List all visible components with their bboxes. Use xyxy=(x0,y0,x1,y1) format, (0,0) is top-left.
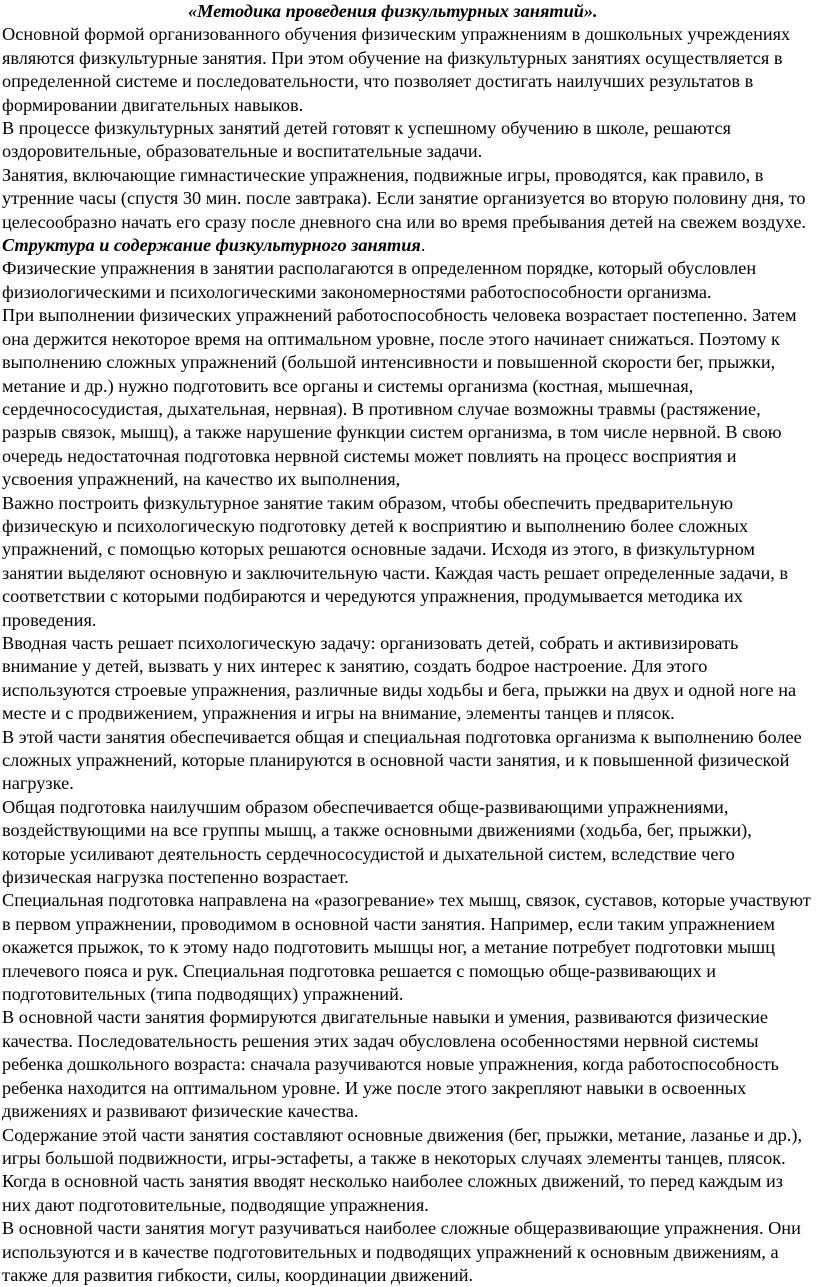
paragraph: Вводная часть решает психологическую задачу: организовать детей, собрать и активизировать внимание у детей, вызвать у них интерес к занятию, создать бодрое настроение. Для этого используются строевые упражнения, различные виды ходьбы и бега, прыжки на двух и одной ноге на месте и с продвижением, упражнения и игры на внимание, элементы танцев и плясок. xyxy=(2,632,797,724)
paragraph: Содержание этой части занятия составляют основные движения (бег, прыжки, метание, лазанье и др.), игры большой подвижности, игры-эстафеты, а также в некоторых случаях элементы танцев, плясок. Когда в основной часть занятия вводят несколько наиболее сложных движений, то перед каждым из них дают подготовительные, подводящие упражнения. xyxy=(2,1124,803,1215)
paragraph: В основной части занятия формируются двигательные навыки и умения, развиваются физические качества. Последовательность решения этих задач обусловлена особенностями нервной системы ребенка дошкольного возраста: сначала разучиваются новые упражнения, когда работоспособность ребенка находится на оптимальном уровне. И уже после этого закрепляют навыки в освоенных движениях и развивают физические качества. xyxy=(2,1007,779,1122)
paragraph: Специальная подготовка направлена на «разогревание» тех мышц, связок, суставов, которые участвуют в первом упражнении, проводимом в основной части занятия. Например, если таким упражнением окажется прыжок, то к этому надо подготовить мышцы ног, а метание потребует подготовки мышц плечевого пояса и рук. Специальная подготовка решается с помощью обще-развивающих и подготовительных (типа подводящих) упражнений. xyxy=(2,890,811,1005)
paragraph: В этой части занятия обеспечивается общая и специальная подготовка организма к выполнению более сложных упражнений, которые планируются в основной части занятия, и к повышенной физической нагрузке. xyxy=(2,726,802,794)
section-heading: Структура и содержание физкультурного занятия xyxy=(2,235,421,256)
section-heading-line xyxy=(2,234,812,257)
paragraph: В основной части занятия могут разучиваться наиболее сложные общеразвивающие упражнения. Они используются и в качестве подготовительных и подводящих упражнений к основным движениям, а также для развития гибкости, силы, координации движений. xyxy=(2,1218,801,1285)
document-title: «Методика проведения физкультурных занятий». xyxy=(188,1,598,21)
paragraph: Физические упражнения в занятии располагаются в определенном порядке, который обусловлен физиологическими и психологическими закономерностями работоспособности организма. xyxy=(2,258,757,302)
paragraph: В процессе физкультурных занятий детей готовят к успешному обучению в школе, решаются оздоровительные, образовательные и воспитательные задачи. xyxy=(2,118,732,162)
paragraph: Общая подготовка наилучшим образом обеспечивается обще-развивающими упражнениями, воздействующими на все группы мышц, а также основными движениями (ходьба, бег, прыжки), которые усиливают деятельность сердечнососудистой и дыхательной систем, вследствие чего физическая нагрузка постепенно возрастает. xyxy=(2,796,752,888)
section-heading-period: . xyxy=(420,235,426,256)
paragraph: Важно построить физкультурное занятие таким образом, чтобы обеспечить предварительную физическую и психологическую подготовку детей к восприятию и выполнению более сложных упражнений, с помощью которых решаются основные задачи. Исходя из этого, в физкультурном занятии выделяют основную и заключительную части. Каждая часть решает определенные задачи, в соответствии с которыми подбираются и чередуются упражнения, продумывается методика их проведения. xyxy=(2,492,789,630)
paragraph: При выполнении физических упражнений работоспособность человека возрастает постепенно. Затем она держится некоторое время на оптимальном уровне, после этого начинает снижаться. Поэтому к выполнению сложных упражнений (большой интенсивности и повышенной скорости бег, прыжки, метание и др.) нужно подготовить все органы и системы организма (костная, мышечная, сердечнососудистая, дыхательная, нервная). В противном случае возможны травмы (растяжение, разрыв связок, мышц), а также нарушение функции систем организма, в том числе нервной. В свою очередь недостаточная подготовка нервной системы может повлиять на процесс восприятия и усвоения упражнений, на качество их выполнения, xyxy=(2,305,797,490)
paragraph: Занятия, включающие гимнастические упражнения, подвижные игры, проводятся, как правило, в утренние часы (спустя 30 мин. после завтрака). Если занятие организуется во вторую половину дня, то целесообразно начать его сразу после дневного сна или во время пребывания детей на свежем воздухе. xyxy=(2,164,806,232)
paragraph: Основной формой организованного обучения физическим упражнениям в дошкольных учреждениях являются физкультурные занятия. При этом обучение на физкультурных занятиях осуществляется в определенной системе и последовательности, что позволяет достигать наилучших результатов в формировании двигательных навыков. xyxy=(2,24,791,115)
